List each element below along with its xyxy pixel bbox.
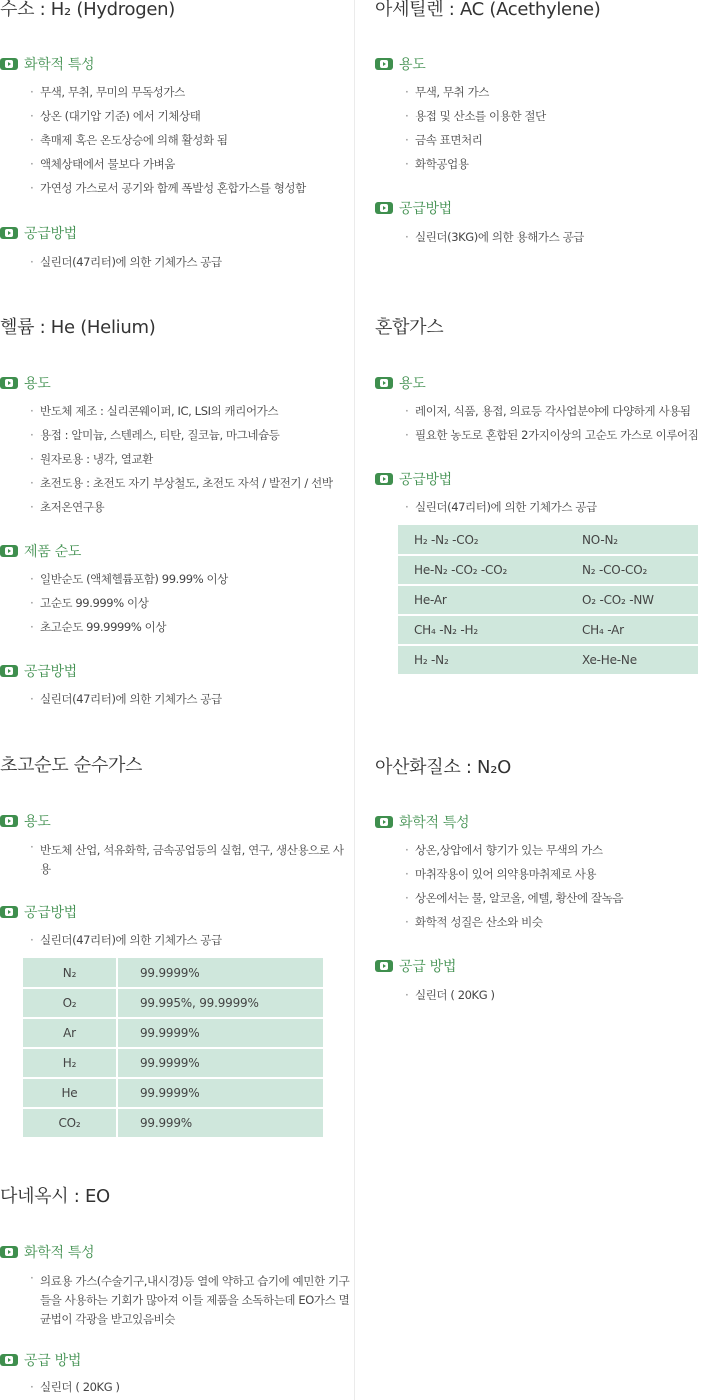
- use-list: [30, 399, 333, 519]
- list-item: · 필요한 농도로 혼합된 2가지이상의 고순도 가스로 이루어짐: [405, 423, 698, 447]
- gas-name-cell: H₂: [23, 1048, 117, 1078]
- play-badge-icon: [375, 960, 393, 972]
- list-item: · 촉매제 혹은 온도상승에 의해 활성화 됨: [30, 128, 306, 152]
- list-item: · 초저온연구용: [30, 495, 333, 519]
- chem-label: 화학적 특성: [24, 1245, 95, 1261]
- column-divider: [354, 0, 355, 1400]
- play-badge-icon: [0, 58, 18, 70]
- list-item: · 상온,상압에서 향기가 있는 무색의 가스: [405, 838, 623, 862]
- chem-label: 화학적 특성: [24, 57, 95, 73]
- table-cell: H₂ -N₂: [398, 645, 566, 675]
- section-title: 초고순도 순수가스: [0, 755, 143, 776]
- play-badge-icon: [0, 227, 18, 239]
- table-cell: H₂ -N₂ -CO₂: [398, 525, 566, 555]
- list-item: · 화학적 성질은 산소와 비슷: [405, 910, 623, 934]
- purity-cell: 99.9999%: [117, 958, 323, 988]
- supply-heading: [375, 470, 452, 488]
- gas-name-cell: Ar: [23, 1018, 117, 1048]
- supply-heading: [375, 957, 456, 975]
- supply-list: [30, 1375, 120, 1399]
- play-badge-icon: [0, 1246, 18, 1258]
- section-eo: [0, 1186, 350, 1398]
- list-item: · 원자로용 : 냉각, 열교환: [30, 447, 333, 471]
- list-item: · 초전도용 : 초전도 자기 부상철도, 초전도 자석 / 발전기 / 선박: [30, 471, 333, 495]
- purity-heading: [0, 542, 81, 560]
- list-item: · 상온에서는 물, 알코올, 에텔, 황산에 잘녹음: [405, 886, 623, 910]
- list-item: · 실린더(47리터)에 의한 기체가스 공급: [30, 687, 222, 711]
- table-row: [398, 585, 698, 615]
- list-item: · 무색, 무취, 무미의 무독성가스: [30, 80, 306, 104]
- use-label: 용도: [24, 376, 51, 392]
- table-row: [23, 1048, 323, 1078]
- list-item: · 용접 및 산소를 이용한 절단: [405, 104, 546, 128]
- chem-list: [30, 1269, 350, 1331]
- use-list: [405, 399, 698, 447]
- list-item: · 실린더(47리터)에 의한 기체가스 공급: [30, 928, 222, 952]
- play-badge-icon: [0, 1354, 18, 1366]
- table-row: [23, 988, 323, 1018]
- play-badge-icon: [0, 906, 18, 918]
- play-badge-icon: [375, 816, 393, 828]
- table-cell: He-N₂ -CO₂ -CO₂: [398, 555, 566, 585]
- supply-list: [30, 250, 222, 274]
- section-helium: [0, 317, 350, 717]
- list-item: · 액체상태에서 물보다 가벼움: [30, 152, 306, 176]
- purity-cell: 99.9999%: [117, 1078, 323, 1108]
- table-cell: He-Ar: [398, 585, 566, 615]
- use-heading: [0, 812, 50, 830]
- supply-list: [405, 495, 597, 519]
- use-heading: [375, 374, 425, 392]
- gas-name-cell: N₂: [23, 958, 117, 988]
- use-heading: [0, 374, 50, 392]
- purity-list: [30, 567, 228, 639]
- supply-list: [405, 225, 584, 249]
- gas-name-cell: He: [23, 1078, 117, 1108]
- supply-list: [30, 928, 222, 952]
- list-item: · 의료용 가스(수술기구,내시경)등 열에 약하고 습기에 예민한 기구들을 사용하는 기회가 많아져 이들 제품을 소독하는데 EO가스 멸균법이 각광을 받고있음비슷: [30, 1269, 350, 1331]
- supply-label: 공급방법: [399, 472, 452, 488]
- supply-list: [30, 687, 222, 711]
- supply-heading: [0, 1351, 81, 1369]
- gas-name-cell: CO₂: [23, 1108, 117, 1138]
- use-list: [30, 838, 345, 881]
- pure-gas-table: [23, 958, 323, 1139]
- chem-heading: [0, 55, 94, 73]
- use-list: [405, 80, 546, 176]
- supply-label: 공급방법: [24, 226, 77, 242]
- table-cell: N₂ -CO-CO₂: [566, 555, 698, 585]
- play-badge-icon: [375, 377, 393, 389]
- play-badge-icon: [0, 545, 18, 557]
- mixed-gas-table: [398, 525, 698, 676]
- table-row: [398, 645, 698, 675]
- section-title: 헬륨 : He (Helium): [0, 317, 156, 338]
- list-item: · 실린더 ( 20KG ): [405, 983, 495, 1007]
- list-item: · 화학공업용: [405, 152, 546, 176]
- purity-cell: 99.999%: [117, 1108, 323, 1138]
- supply-heading: [0, 662, 77, 680]
- table-row: [23, 1078, 323, 1108]
- supply-heading: [0, 224, 77, 242]
- table-cell: CH₄ -Ar: [566, 615, 698, 645]
- table-cell: Xe-He-Ne: [566, 645, 698, 675]
- section-ultra-pure-gas: [0, 755, 350, 1145]
- play-badge-icon: [375, 58, 393, 70]
- list-item: · 용접 : 알미늄, 스텐레스, 티탄, 질코늄, 마그네슘등: [30, 423, 333, 447]
- list-item: · 일반순도 (액체헬륨포함) 99.99% 이상: [30, 567, 228, 591]
- list-item: · 실린더 ( 20KG ): [30, 1375, 120, 1399]
- table-cell: CH₄ -N₂ -H₂: [398, 615, 566, 645]
- table-row: [23, 1018, 323, 1048]
- section-title: 아세틸렌 : AC (Acethylene): [375, 0, 601, 20]
- list-item: · 상온 (대기압 기준) 에서 기체상태: [30, 104, 306, 128]
- section-mixed-gas: [375, 317, 705, 687]
- play-badge-icon: [375, 202, 393, 214]
- list-item: · 실린더(47리터)에 의한 기체가스 공급: [405, 495, 597, 519]
- supply-label: 공급방법: [24, 664, 77, 680]
- chem-heading: [0, 1243, 94, 1261]
- list-item: · 실린더(47리터)에 의한 기체가스 공급: [30, 250, 222, 274]
- purity-cell: 99.9999%: [117, 1018, 323, 1048]
- supply-label: 공급 방법: [399, 959, 457, 975]
- section-title: 수소 : H₂ (Hydrogen): [0, 0, 175, 20]
- supply-list: [405, 983, 495, 1007]
- supply-label: 공급방법: [24, 905, 77, 921]
- play-badge-icon: [375, 473, 393, 485]
- list-item: · 레이저, 식품, 용접, 의료등 각사업분야에 다양하게 사용됨: [405, 399, 698, 423]
- table-row: [23, 958, 323, 988]
- supply-heading: [0, 903, 77, 921]
- supply-label: 공급방법: [399, 201, 452, 217]
- section-n2o: [375, 755, 705, 1015]
- play-badge-icon: [0, 377, 18, 389]
- list-item: · 고순도 99.999% 이상: [30, 591, 228, 615]
- list-item: · 반도체 산업, 석유화학, 금속공업등의 실험, 연구, 생산용으로 사용: [30, 838, 345, 881]
- list-item: · 무색, 무취 가스: [405, 80, 546, 104]
- table-cell: O₂ -CO₂ -NW: [566, 585, 698, 615]
- section-title: 혼합가스: [375, 317, 444, 338]
- list-item: · 실린더(3KG)에 의한 용해가스 공급: [405, 225, 584, 249]
- use-heading: [375, 55, 425, 73]
- list-item: · 초고순도 99.9999% 이상: [30, 615, 228, 639]
- table-row: [398, 615, 698, 645]
- section-title: 다네옥시 : EO: [0, 1186, 110, 1207]
- table-cell: NO-N₂: [566, 525, 698, 555]
- supply-label: 공급 방법: [24, 1353, 82, 1369]
- purity-cell: 99.995%, 99.9999%: [117, 988, 323, 1018]
- chem-list: [405, 838, 623, 934]
- use-label: 용도: [399, 57, 426, 73]
- use-label: 용도: [399, 376, 426, 392]
- section-acetylene: [375, 0, 705, 260]
- section-title: 아산화질소 : N₂O: [375, 757, 511, 778]
- chem-heading: [375, 813, 469, 831]
- use-label: 용도: [24, 814, 51, 830]
- list-item: · 금속 표면처리: [405, 128, 546, 152]
- list-item: · 마취작용이 있어 의약용마취제로 사용: [405, 862, 623, 886]
- chem-list: [30, 80, 306, 200]
- table-row: [398, 525, 698, 555]
- purity-cell: 99.9999%: [117, 1048, 323, 1078]
- gas-name-cell: O₂: [23, 988, 117, 1018]
- list-item: · 가연성 가스로서 공기와 함께 폭발성 혼합가스를 형성함: [30, 176, 306, 200]
- list-item: · 반도체 제조 : 실리콘웨이퍼, IC, LSI의 캐리어가스: [30, 399, 333, 423]
- play-badge-icon: [0, 815, 18, 827]
- chem-label: 화학적 특성: [399, 815, 470, 831]
- play-badge-icon: [0, 665, 18, 677]
- table-row: [23, 1108, 323, 1138]
- table-row: [398, 555, 698, 585]
- purity-label: 제품 순도: [24, 544, 82, 560]
- section-hydrogen: [0, 0, 350, 280]
- supply-heading: [375, 199, 452, 217]
